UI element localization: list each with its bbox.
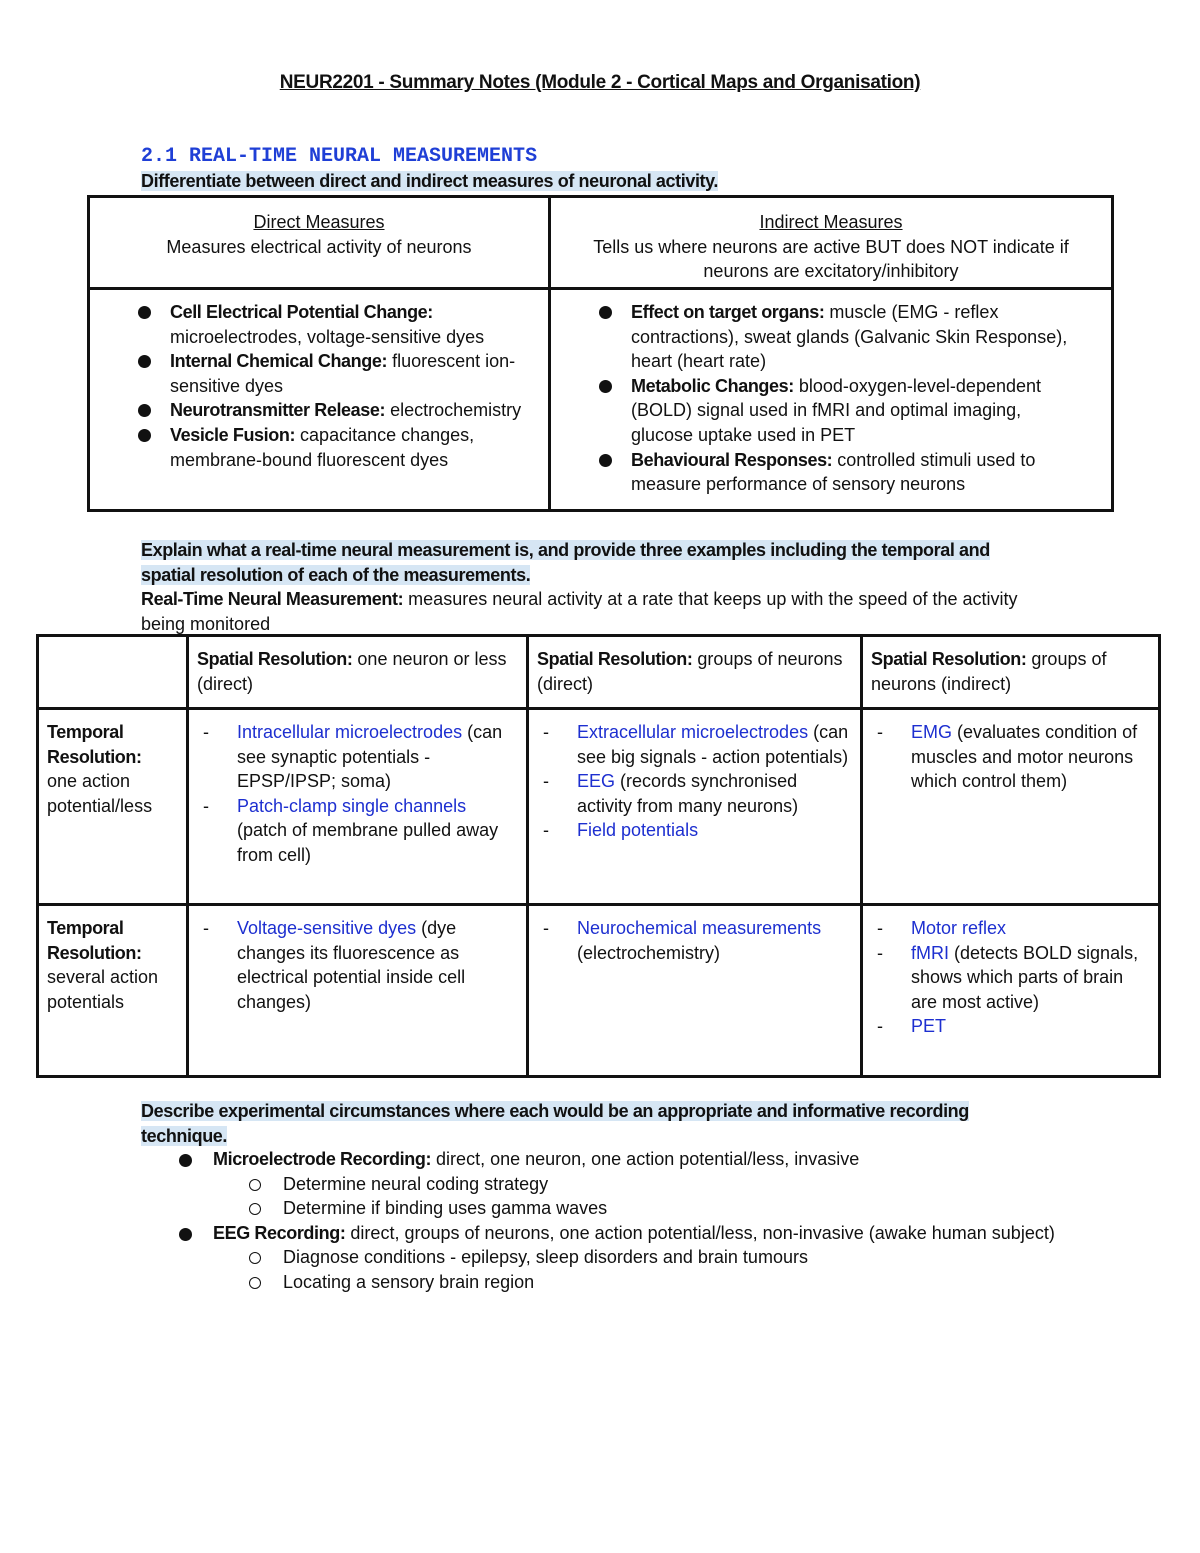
question-1-text: Differentiate between direct and indirect measures of neuronal activity. bbox=[141, 171, 719, 191]
table-cell bbox=[188, 709, 528, 905]
list-item bbox=[132, 423, 534, 472]
resolution-table bbox=[36, 634, 1161, 1078]
direct-list bbox=[132, 300, 534, 472]
description: electrochemistry bbox=[385, 400, 522, 421]
column-header bbox=[528, 636, 862, 709]
method-link[interactable]: Intracellular microelectrodes bbox=[237, 722, 463, 742]
list-item bbox=[593, 448, 1087, 497]
sub-list-item: Determine neural coding strategy bbox=[141, 1172, 1071, 1197]
description: controlled stimuli used to measure performance of sensory neurons bbox=[631, 449, 1036, 495]
list-item bbox=[537, 769, 852, 818]
description: blood-oxygen-level-dependent (BOLD) signal used in fMRI and optimal imaging, glucose uptake used in PET bbox=[631, 375, 1042, 445]
sub-list-item: Locating a sensory brain region bbox=[141, 1270, 1071, 1295]
corner-cell bbox=[38, 636, 188, 709]
description: (can see big signals - action potentials) bbox=[577, 722, 849, 767]
row-header bbox=[38, 709, 188, 905]
question-2 bbox=[141, 538, 1061, 587]
list-item bbox=[132, 349, 534, 398]
table-cell bbox=[862, 905, 1160, 1077]
method-link[interactable]: fMRI bbox=[911, 942, 949, 963]
description: one neuron or less (direct) bbox=[197, 649, 507, 694]
indirect-header-cell bbox=[550, 197, 1113, 289]
list-item bbox=[197, 720, 518, 794]
method-link[interactable]: Patch-clamp single channels bbox=[237, 795, 467, 816]
method-list bbox=[197, 720, 518, 868]
list-item bbox=[537, 818, 852, 843]
indirect-list bbox=[593, 300, 1087, 497]
row-header bbox=[38, 905, 188, 1077]
list-item bbox=[537, 916, 852, 965]
list-item bbox=[141, 1221, 1071, 1246]
method-list bbox=[537, 916, 852, 965]
description: fluorescent ion-sensitive dyes bbox=[170, 351, 516, 396]
method-link[interactable]: Neurochemical measurements bbox=[577, 918, 822, 938]
list-item bbox=[871, 1014, 1150, 1039]
description: (electrochemistry) bbox=[577, 942, 721, 963]
description: capacitance changes, membrane-bound fluorescent dyes bbox=[170, 424, 475, 470]
description: groups of neurons (indirect) bbox=[871, 649, 1107, 694]
direct-title: Direct Measures bbox=[253, 212, 385, 232]
direct-subtitle: Measures electrical activity of neurons bbox=[166, 236, 472, 257]
method-link[interactable]: EMG bbox=[911, 722, 953, 742]
question-1 bbox=[141, 171, 718, 192]
description: (can see synaptic potentials - EPSP/IPSP; soma) bbox=[237, 722, 503, 792]
question-2-line-2: spatial resolution of each of the measurements. bbox=[141, 564, 531, 585]
definition-text: measures neural activity at a rate that keeps up with the speed of the activity being monitored bbox=[141, 589, 1018, 634]
list-item bbox=[871, 720, 1150, 794]
description: (dye changes its fluorescence as electrical potential inside cell changes) bbox=[237, 918, 466, 1012]
description: microelectrodes, voltage-sensitive dyes bbox=[170, 326, 485, 347]
recording-list bbox=[141, 1147, 1071, 1295]
table-cell bbox=[528, 905, 862, 1077]
definition-term: Real-Time Neural Measurement: bbox=[141, 589, 404, 609]
method-link[interactable]: Field potentials bbox=[577, 820, 699, 841]
description: one action potential/less bbox=[47, 771, 153, 816]
list-item bbox=[593, 300, 1087, 374]
indirect-title: Indirect Measures bbox=[759, 212, 903, 232]
term: Behavioural Responses: bbox=[631, 449, 833, 470]
description: direct, groups of neurons, one action potential/less, non-invasive (awake human subject) bbox=[345, 1222, 1055, 1243]
term: Vesicle Fusion: bbox=[170, 424, 296, 445]
method-link[interactable]: Voltage-sensitive dyes bbox=[237, 918, 417, 938]
description: direct, one neuron, one action potential/less, invasive bbox=[431, 1149, 860, 1169]
method-link[interactable]: EEG bbox=[577, 771, 616, 792]
direct-header-cell bbox=[89, 197, 550, 289]
column-header bbox=[188, 636, 528, 709]
list-item bbox=[132, 300, 534, 349]
term: EEG Recording: bbox=[213, 1222, 346, 1243]
indirect-body-cell bbox=[550, 289, 1113, 511]
table-cell bbox=[862, 709, 1160, 905]
question-2-line-1: Explain what a real-time neural measurement is, and provide three examples including the temporal and bbox=[141, 540, 990, 560]
description: several action potentials bbox=[47, 967, 159, 1012]
term: Temporal Resolution: bbox=[47, 918, 142, 963]
term: Microelectrode Recording: bbox=[213, 1149, 432, 1169]
method-link[interactable]: Motor reflex bbox=[911, 918, 1007, 938]
term: Internal Chemical Change: bbox=[170, 351, 388, 372]
indirect-subtitle: Tells us where neurons are active BUT does NOT indicate if neurons are excitatory/inhibitory bbox=[593, 236, 1069, 282]
list-item bbox=[871, 941, 1150, 1015]
list-item bbox=[537, 720, 852, 769]
method-link[interactable]: Extracellular microelectrodes bbox=[577, 722, 809, 742]
list-item bbox=[141, 1147, 1071, 1172]
term: Cell Electrical Potential Change: bbox=[170, 302, 433, 322]
description: muscle (EMG - reflex contractions), sweat glands (Galvanic Skin Response), heart (heart rate) bbox=[631, 302, 1068, 372]
sub-list-item: Diagnose conditions - epilepsy, sleep disorders and brain tumours bbox=[141, 1245, 1071, 1270]
description: (evaluates condition of muscles and motor neurons which control them) bbox=[911, 722, 1138, 792]
list-item bbox=[871, 916, 1150, 941]
description: groups of neurons (direct) bbox=[537, 649, 843, 694]
list-item bbox=[593, 374, 1087, 448]
list-item bbox=[197, 794, 518, 868]
direct-body-cell bbox=[89, 289, 550, 511]
definition bbox=[141, 587, 1051, 636]
method-list bbox=[537, 720, 852, 843]
term: Spatial Resolution: bbox=[537, 649, 693, 669]
term: Spatial Resolution: bbox=[871, 649, 1027, 669]
column-header bbox=[862, 636, 1160, 709]
list-item bbox=[197, 916, 518, 1014]
direct-indirect-table bbox=[87, 195, 1114, 512]
term: Neurotransmitter Release: bbox=[170, 400, 386, 421]
description: (patch of membrane pulled away from cell) bbox=[237, 820, 499, 865]
table-cell bbox=[188, 905, 528, 1077]
question-3-line-2: technique. bbox=[141, 1125, 228, 1146]
list-item bbox=[132, 398, 534, 423]
table-cell bbox=[528, 709, 862, 905]
description: (detects BOLD signals, shows which parts of brain are most active) bbox=[911, 942, 1139, 1012]
term: Spatial Resolution: bbox=[197, 649, 353, 669]
description: (records synchronised activity from many neurons) bbox=[577, 771, 799, 816]
sub-list-item: Determine if binding uses gamma waves bbox=[141, 1196, 1071, 1221]
method-list bbox=[871, 916, 1150, 1039]
term: Effect on target organs: bbox=[631, 302, 825, 322]
question-3 bbox=[141, 1099, 1041, 1148]
method-list bbox=[197, 916, 518, 1014]
document-title: NEUR2201 - Summary Notes (Module 2 - Cortical Maps and Organisation) bbox=[279, 72, 921, 93]
term: Metabolic Changes: bbox=[631, 375, 794, 396]
term: Temporal Resolution: bbox=[47, 722, 142, 767]
question-3-line-1: Describe experimental circumstances where each would be an appropriate and informative recording bbox=[141, 1101, 969, 1121]
method-list bbox=[871, 720, 1150, 794]
method-link[interactable]: PET bbox=[911, 1016, 947, 1037]
section-heading: 2.1 REAL-TIME NEURAL MEASUREMENTS bbox=[141, 145, 538, 168]
